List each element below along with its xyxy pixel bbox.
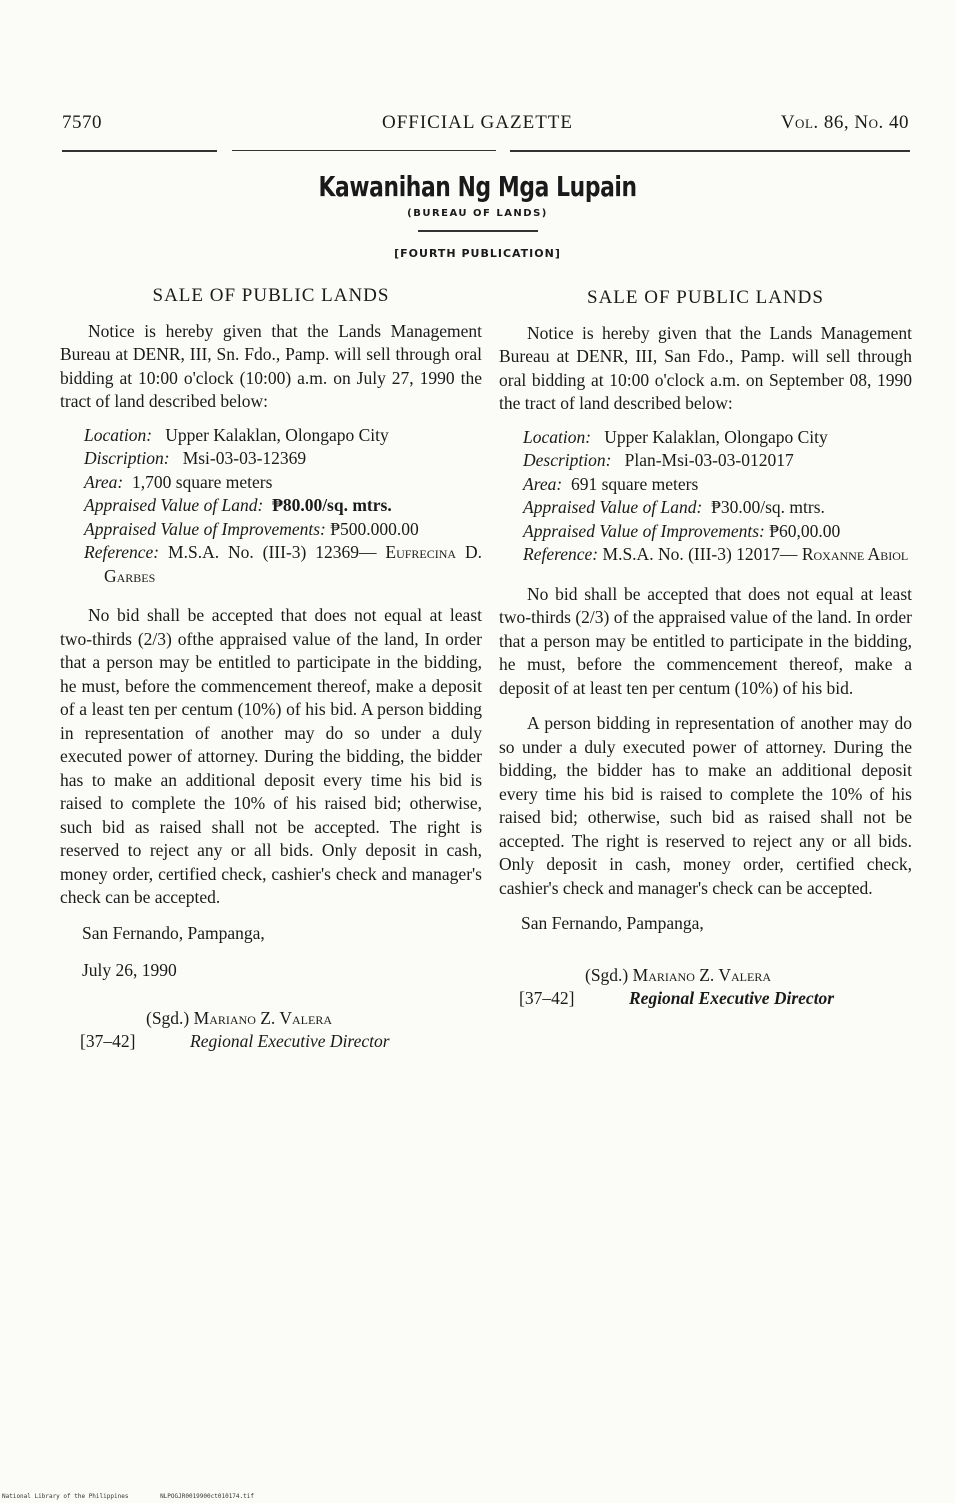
left-area-value: 1,700 square meters: [131, 471, 273, 492]
left-area-label: Area:: [84, 471, 124, 492]
left-description: [60, 447, 482, 471]
right-signature-line: [499, 987, 912, 1011]
right-value-land-label: Appraised Value of Land:: [523, 497, 703, 517]
right-signatory-name: Mariano Z. Valera: [632, 964, 771, 985]
right-location-value: Upper Kalaklan, Olongapo City: [604, 426, 828, 447]
right-ref-number: [37–42]: [519, 988, 575, 1008]
publication-title: OFFICIAL GAZETTE: [381, 112, 574, 133]
department-subtitle: (BUREAU OF LANDS): [407, 208, 548, 219]
left-heading: SALE OF PUBLIC LANDS: [152, 285, 390, 306]
right-signatory-title: Regional Executive Director: [629, 988, 835, 1008]
department-rule: [418, 230, 538, 232]
left-place: San Fernando, Pampanga,: [82, 922, 265, 943]
right-signature: [499, 964, 912, 988]
right-body-text-2: A person bidding in representation of another may do so under a duly executed power of attorney. During the bidding, the bidder has to make an additional deposit every time his bid is raised to complete the 10% of his raised bid; otherwise, such bid as raised shall not be accepted. The right is reserved to reject any or all bids. Only deposit in cash, money order, certified check, cashier's check and manager's check can be accepted.: [499, 713, 912, 898]
right-value-improvements-value: ₱60,00.00: [769, 520, 841, 541]
right-location-label: Location:: [523, 426, 592, 447]
header-rule-center: [232, 150, 496, 151]
left-date: July 26, 1990: [82, 960, 177, 980]
left-reference: [60, 541, 482, 588]
right-place: San Fernando, Pampanga,: [521, 913, 704, 933]
left-signature-line: [60, 1030, 482, 1054]
left-reference-name: Eufrecina D. Garbes: [104, 542, 482, 586]
volume-number: Vol. 86, No. 40: [780, 112, 909, 133]
footer-file-id: NLPOGJR0019900ct010174.tif: [160, 1493, 254, 1500]
left-signed-prefix: (Sgd.): [146, 1007, 190, 1028]
left-notice-column: [60, 284, 482, 1054]
right-description-label: Description:: [523, 450, 612, 470]
left-description-value: Msi-03-03-12369: [182, 448, 307, 468]
left-signature: [60, 1007, 482, 1031]
right-reference-name: Roxanne Abiol: [801, 544, 909, 564]
right-value-improvements-label: Appraised Value of Improvements:: [523, 520, 765, 541]
left-signatory-name: Mariano Z. Valera: [193, 1007, 332, 1028]
left-value-improvements: [60, 518, 482, 542]
right-location: [499, 426, 912, 450]
right-signed-prefix: (Sgd.): [585, 964, 629, 985]
left-value-land-label: Appraised Value of Land:: [84, 495, 264, 515]
left-value-land-value: ₱80.00/sq. mtrs.: [272, 495, 392, 515]
left-area: [60, 471, 482, 495]
left-value-land: [60, 494, 482, 518]
right-value-land-value: ₱30.00/sq. mtrs.: [711, 497, 825, 517]
left-notice-text: Notice is hereby given that the Lands Management Bureau at DENR, III, Sn. Fdo., Pamp. will sell through oral bidding at 10:00 o'clock (10:00) a.m. on July 27, 1990 the tract of land described below:: [60, 320, 482, 411]
right-value-land: [499, 496, 912, 520]
right-area-label: Area:: [523, 473, 563, 494]
header-rule-left: [62, 150, 217, 152]
right-reference-value: M.S.A. No. (III-3) 12017—: [602, 544, 798, 564]
right-reference: [499, 543, 912, 567]
left-reference-label: Reference:: [84, 542, 160, 562]
header-rule-right: [510, 150, 910, 152]
right-description: [499, 449, 912, 473]
scan-footer: [2, 1493, 282, 1500]
left-description-label: Discription:: [84, 448, 170, 468]
right-area: [499, 473, 912, 497]
right-description-value: Plan-Msi-03-03-012017: [624, 450, 794, 470]
right-notice-text: Notice is hereby given that the Lands Management Bureau at DENR, III, San Fdo., Pamp. will sell through oral bidding at 10:00 o'clock a.m. on September 08, 1990 the tract of land described below:: [499, 322, 912, 413]
right-reference-label: Reference:: [523, 544, 599, 564]
page-number: 7570: [62, 112, 102, 133]
left-value-improvements-value: ₱500.000.00: [330, 518, 419, 539]
left-value-improvements-label: Appraised Value of Improvements:: [84, 518, 326, 539]
right-heading: SALE OF PUBLIC LANDS: [587, 287, 824, 308]
left-location-label: Location:: [84, 424, 153, 445]
right-notice-column: [499, 286, 912, 1011]
right-body-text-1: No bid shall be accepted that does not equal at least two-thirds (2/3) of the appraised value of the land. In order that a person may be entitled to participate in the bidding, he must, before the commencement thereof, make a deposit of at least ten per centum (10%) of his bid.: [499, 583, 912, 698]
left-signatory-title: Regional Executive Director: [190, 1031, 390, 1051]
right-area-value: 691 square meters: [570, 473, 699, 494]
right-value-improvements: [499, 520, 912, 544]
publication-note: [FOURTH PUBLICATION]: [394, 247, 561, 260]
left-reference-value: M.S.A. No. (III-3) 12369—: [168, 542, 377, 562]
left-body-text: No bid shall be accepted that does not equal at least two-thirds (2/3) ofthe appraised value of the land, In order that a person may be entitled to participate in the bidding, he must, before the commencement thereof, make a deposit of a least ten per centum (10%) of his bid. A person bidding in representation of another may do so under a duly executed power of attorney. During the bidding, the bidder has to make an additional deposit every time his bid is raised to complete the 10% of his raised bid; otherwise, such bid as raised shall not be accepted. The right is reserved to reject any or all bids. Only deposit in cash, money order, certified check, cashier's check and manager's check can be accepted.: [60, 605, 482, 907]
department-name: Kawanihan Ng Mga Lupain: [318, 170, 637, 203]
left-ref-number: [37–42]: [80, 1031, 136, 1051]
footer-library: National Library of the Philippines: [2, 1493, 129, 1500]
left-location-value: Upper Kalaklan, Olongapo City: [165, 424, 389, 445]
left-location: [60, 424, 482, 448]
